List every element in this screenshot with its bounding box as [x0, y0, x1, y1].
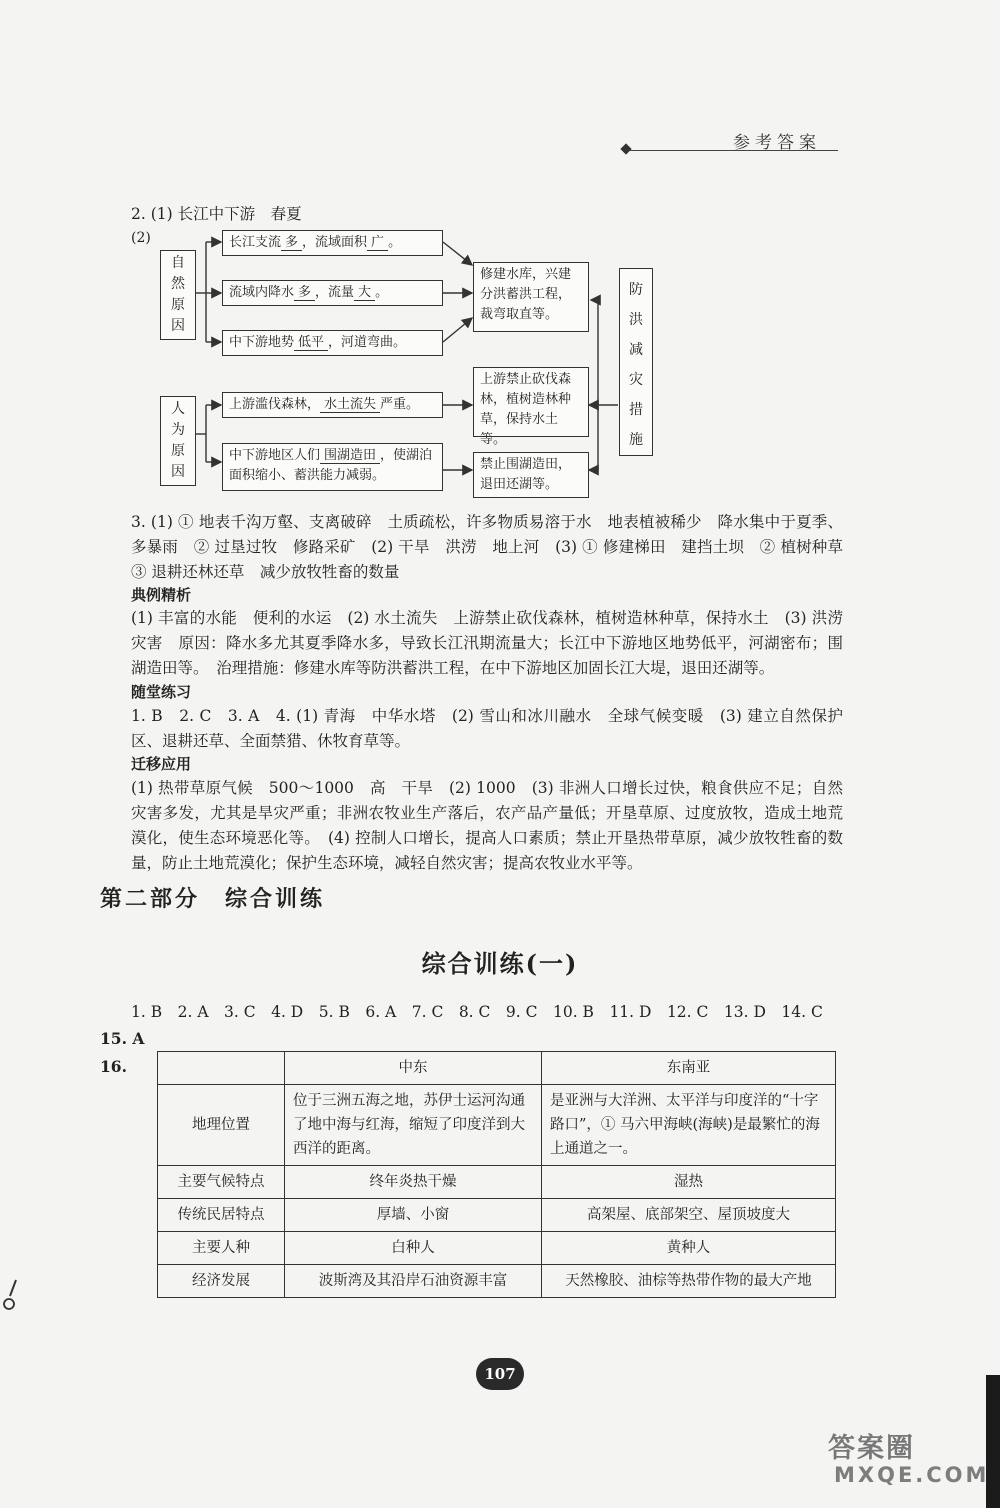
measures-box — [619, 268, 653, 456]
table-row-label: 主要气候特点 — [158, 1166, 285, 1199]
table-header-cell: 东南亚 — [542, 1052, 836, 1085]
n2-text-a: 流域内降水 — [229, 285, 295, 300]
table-cell: 终年炎热干燥 — [285, 1166, 542, 1199]
table-header-cell — [158, 1052, 285, 1085]
sec2-title: 随堂练习 — [131, 683, 192, 701]
h2-blank-b: 围湖造田 — [320, 448, 380, 464]
result-box-1: 修建水库，兴建分洪蓄洪工程，裁弯取直等。 — [473, 262, 589, 332]
natural-cause-box — [160, 250, 196, 340]
table-row-label: 主要人种 — [158, 1232, 285, 1265]
n1-text-e: 。 — [388, 235, 402, 250]
table-cell: 高架屋、底部架空、屋顶坡度大 — [542, 1199, 836, 1232]
sec3-title: 迁移应用 — [131, 755, 192, 773]
table-row-label: 经济发展 — [158, 1265, 285, 1298]
n3-text-a: 中下游地势 — [229, 335, 295, 350]
table-cell: 黄种人 — [542, 1232, 836, 1265]
human-cause-label: 人为原因 — [171, 401, 185, 480]
n2-text-e: 。 — [375, 285, 389, 300]
q16-label: 16. — [100, 1057, 127, 1076]
human-box-2 — [222, 443, 443, 491]
h1-text-c: 严重。 — [380, 397, 420, 412]
human-cause-box — [160, 396, 196, 486]
table-cell: 湿热 — [542, 1166, 836, 1199]
result-box-2: 上游禁止砍伐森林，植树造林种草，保持水土等。 — [473, 367, 589, 437]
mc-line1: 1. B 2. A 3. C 4. D 5. B 6. A 7. C 8. C 9. C 10. B 11. D 12. C 13. D 14. C — [131, 1003, 823, 1021]
table-row — [158, 1085, 836, 1166]
h1-blank-b: 水土流失 — [320, 397, 380, 413]
q16-table — [157, 1051, 836, 1298]
natural-cause-label: 自然原因 — [171, 255, 185, 334]
sec1-title: 典例精析 — [131, 586, 192, 604]
n1-text-c: ，流域面积 — [302, 235, 368, 250]
natural-box-1 — [222, 230, 443, 256]
header-label: 参考答案 — [733, 133, 821, 153]
measures-label: 防洪减灾措施 — [629, 282, 643, 448]
n2-text-c: ，流量 — [315, 285, 355, 300]
table-cell: 白种人 — [285, 1232, 542, 1265]
part2-title: 第二部分 综合训练 — [100, 886, 326, 912]
n3-text-c: ，河道弯曲。 — [328, 335, 407, 350]
n2-blank-d: 大 — [354, 285, 375, 301]
result-box-3: 禁止围湖造田，退田还湖等。 — [473, 452, 589, 498]
table-cell: 波斯湾及其沿岸石油资源丰富 — [285, 1265, 542, 1298]
exam1-title: 综合训练(一) — [421, 949, 579, 978]
table-header-cell: 中东 — [285, 1052, 542, 1085]
table-row — [158, 1232, 836, 1265]
scissors-icon — [2, 1278, 24, 1312]
h1-text-a: 上游滥伐森林， — [229, 397, 321, 412]
table-cell: 天然橡胶、油棕等热带作物的最大产地 — [542, 1265, 836, 1298]
natural-box-2 — [222, 280, 443, 306]
table-row-label: 地理位置 — [158, 1085, 285, 1166]
table-row — [158, 1166, 836, 1199]
n1-text-a: 长江支流 — [229, 235, 282, 250]
q2-line1: 2. (1) 长江中下游 春夏 — [131, 205, 302, 223]
table-row — [158, 1265, 836, 1298]
n1-blank-d: 广 — [367, 235, 388, 251]
table-row-label: 传统民居特点 — [158, 1199, 285, 1232]
n2-blank-b: 多 — [294, 285, 315, 301]
human-box-1 — [222, 392, 443, 418]
q2-sub-label: (2) — [131, 230, 151, 246]
table-cell: 厚墙、小窗 — [285, 1199, 542, 1232]
page-edge-bar — [986, 1375, 1000, 1508]
page-number: 107 — [476, 1358, 524, 1390]
mc-line2: 15. A — [100, 1029, 145, 1048]
table-cell: 是亚洲与大洋洲、太平洋与印度洋的“十字路口”，① 马六甲海峡(海峡)是最繁忙的海上通道之一。 — [542, 1085, 836, 1166]
n3-blank-b: 低平 — [294, 335, 328, 351]
table-header-row — [158, 1052, 836, 1085]
sec2-text: 1. B 2. C 3. A 4. (1) 青海 中华水塔 (2) 雪山和冰川融水 全球气候变暖 (3) 建立自然保护区、退耕还草、全面禁猎、休牧育草等。 — [131, 707, 843, 750]
h2-text-c: ，使湖泊面积缩小、蓄洪能力减弱。 — [229, 448, 433, 483]
table-row — [158, 1199, 836, 1232]
q3-answer: 3. (1) ① 地表千沟万壑、支离破碎 土质疏松，许多物质易溶于水 地表植被稀少 降水集中于夏季、多暴雨 ② 过垦过牧 修路采矿 (2) 干旱 洪涝 地上河 (3) ① 修建梯田 建挡土坝 ② 植树种草 ③ 退耕还林还草 减少放牧牲畜的数量 — [131, 513, 859, 581]
watermark-logo: 答案圈 — [828, 1433, 915, 1464]
table-cell: 位于三洲五海之地，苏伊士运河沟通了地中海与红海，缩短了印度洋到大西洋的距离。 — [285, 1085, 542, 1166]
natural-box-3 — [222, 330, 443, 356]
n1-blank-b: 多 — [281, 235, 302, 251]
watermark-url: MXQE.COM — [834, 1463, 990, 1487]
sec1-text: (1) 丰富的水能 便利的水运 (2) 水土流失 上游禁止砍伐森林，植树造林种草，保持水土 (3) 洪涝灾害 原因：降水多尤其夏季降水多，导致长江汛期流量大；长江中下游地区地势低平，河湖密布；围湖造田等。 治理措施：修建水库等防洪蓄洪工程，在中下游地区加固长江大堤，退田还湖等。 — [131, 609, 843, 677]
sec3-text: (1) 热带草原气候 500～1000 高 干旱 (2) 1000 (3) 非洲人口增长过快，粮食供应不足；自然灾害多发，尤其是旱灾严重；非洲农牧业生产落后，农产品产量低；开垦草原、过度放牧，造成土地荒漠化，使生态环境恶化等。 (4) 控制人口增长，提高人口素质；禁止开垦热带草原，减少放牧牲畜的数量，防止土地荒漠化；保护生态环境，减轻自然灾害；提高农牧业水平等。 — [131, 779, 843, 872]
h2-text-a: 中下游地区人们 — [229, 448, 321, 463]
